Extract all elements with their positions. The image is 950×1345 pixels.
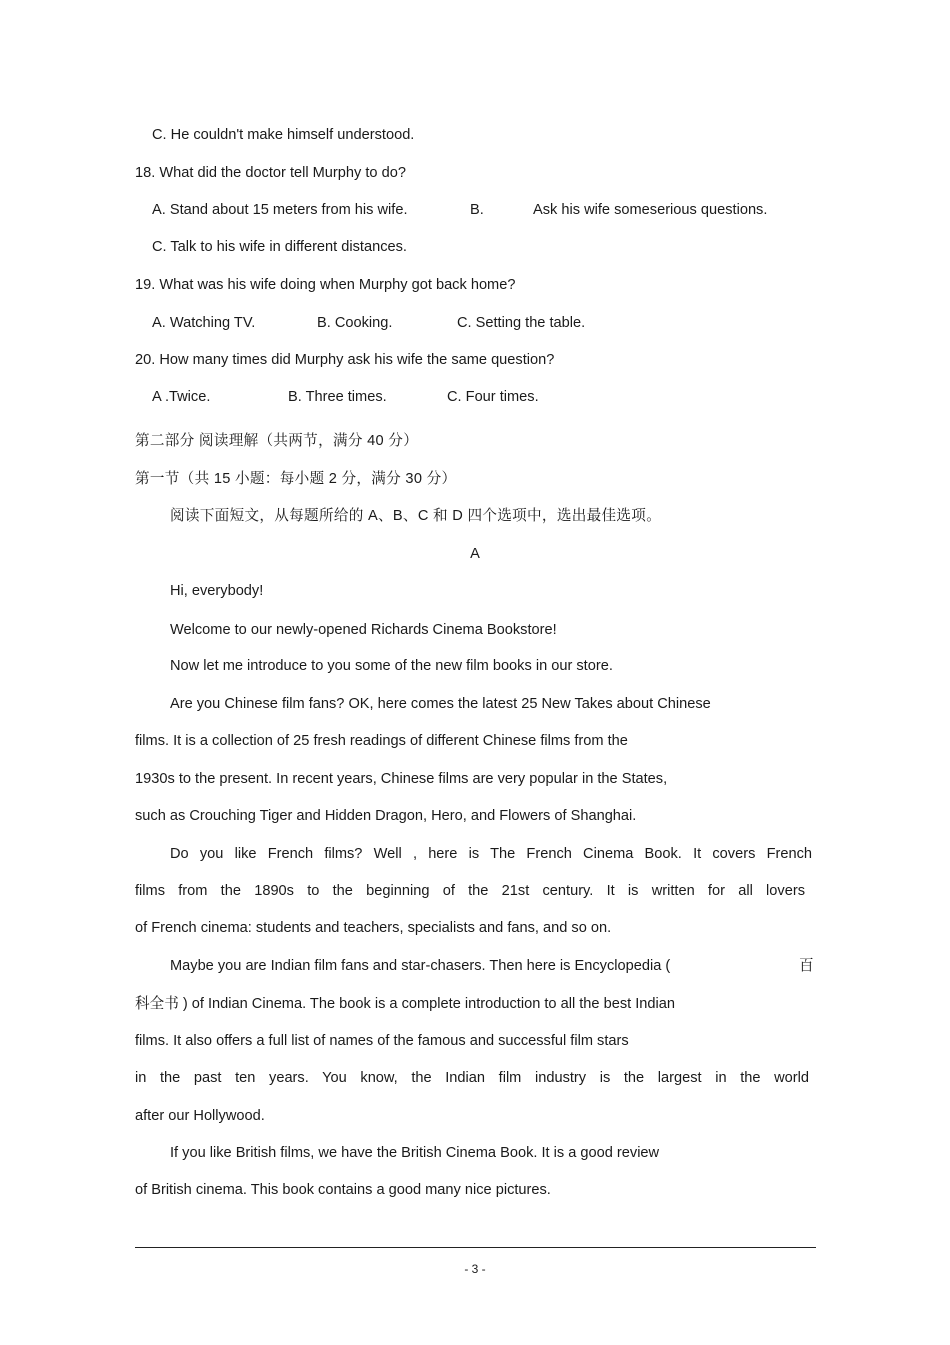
passage-label: A [470, 546, 480, 562]
part-title: 第二部分 阅读理解（共两节，满分 40 分） [135, 433, 419, 449]
q18-option-b-letter: B. [470, 202, 484, 218]
page-number: - 3 - [464, 1262, 486, 1276]
instructions: 阅读下面短文，从每题所给的 A、B、C 和 D 四个选项中，选出最佳选项。 [170, 508, 662, 524]
q18-option-b: Ask his wife someserious questions. [533, 202, 768, 218]
q18-option-a: A. Stand about 15 meters from his wife. [152, 202, 408, 218]
q19-option-a: A. Watching TV. [152, 315, 256, 331]
passage-line: Do you like French films? Well , here is The French Cinema Book. It covers French [170, 846, 812, 862]
passage-line: Now let me introduce to you some of the new film books in our store. [170, 658, 613, 674]
q19-stem: 19. What was his wife doing when Murphy got back home? [135, 277, 516, 293]
passage-line: films. It also offers a full list of names of the famous and successful film stars [135, 1033, 629, 1049]
q17-option-c: C. He couldn't make himself understood. [152, 127, 415, 143]
footer-rule [135, 1247, 816, 1248]
passage-line: 1930s to the present. In recent years, Chinese films are very popular in the States, [135, 771, 668, 787]
passage-line: If you like British films, we have the British Cinema Book. It is a good review [170, 1145, 660, 1161]
q20-stem: 20. How many times did Murphy ask his wife the same question? [135, 352, 555, 368]
passage-line: films. It is a collection of 25 fresh readings of different Chinese films from the [135, 733, 628, 749]
passage-line: of French cinema: students and teachers, specialists and fans, and so on. [135, 920, 612, 936]
q20-option-c: C. Four times. [447, 389, 539, 405]
passage-line: of British cinema. This book contains a good many nice pictures. [135, 1182, 551, 1198]
passage-line: Maybe you are Indian film fans and star-chasers. Then here is Encyclopedia ( [170, 958, 671, 974]
q20-option-b: B. Three times. [288, 389, 387, 405]
passage-line-end-char: 百 [799, 958, 814, 974]
q18-stem: 18. What did the doctor tell Murphy to do? [135, 165, 406, 181]
q19-option-c: C. Setting the table. [457, 315, 586, 331]
passage-line: Are you Chinese film fans? OK, here comes the latest 25 New Takes about Chinese [170, 696, 711, 712]
passage-line: Welcome to our newly-opened Richards Cinema Bookstore! [170, 622, 557, 638]
passage-line: such as Crouching Tiger and Hidden Dragon, Hero, and Flowers of Shanghai. [135, 808, 637, 824]
passage-line: after our Hollywood. [135, 1108, 265, 1124]
q20-option-a: A .Twice. [152, 389, 211, 405]
q18-option-c: C. Talk to his wife in different distances. [152, 239, 407, 255]
passage-line: 科全书 ) of Indian Cinema. The book is a complete introduction to all the best Indian [135, 996, 675, 1012]
section-subtitle: 第一节（共 15 小题：每小题 2 分，满分 30 分） [135, 471, 457, 487]
passage-line: films from the 1890s to the beginning of the 21st century. It is written for all lovers [135, 883, 805, 899]
passage-line: Hi, everybody! [170, 583, 264, 599]
q19-option-b: B. Cooking. [317, 315, 393, 331]
passage-line: in the past ten years. You know, the Indian film industry is the largest in the world [135, 1070, 809, 1086]
